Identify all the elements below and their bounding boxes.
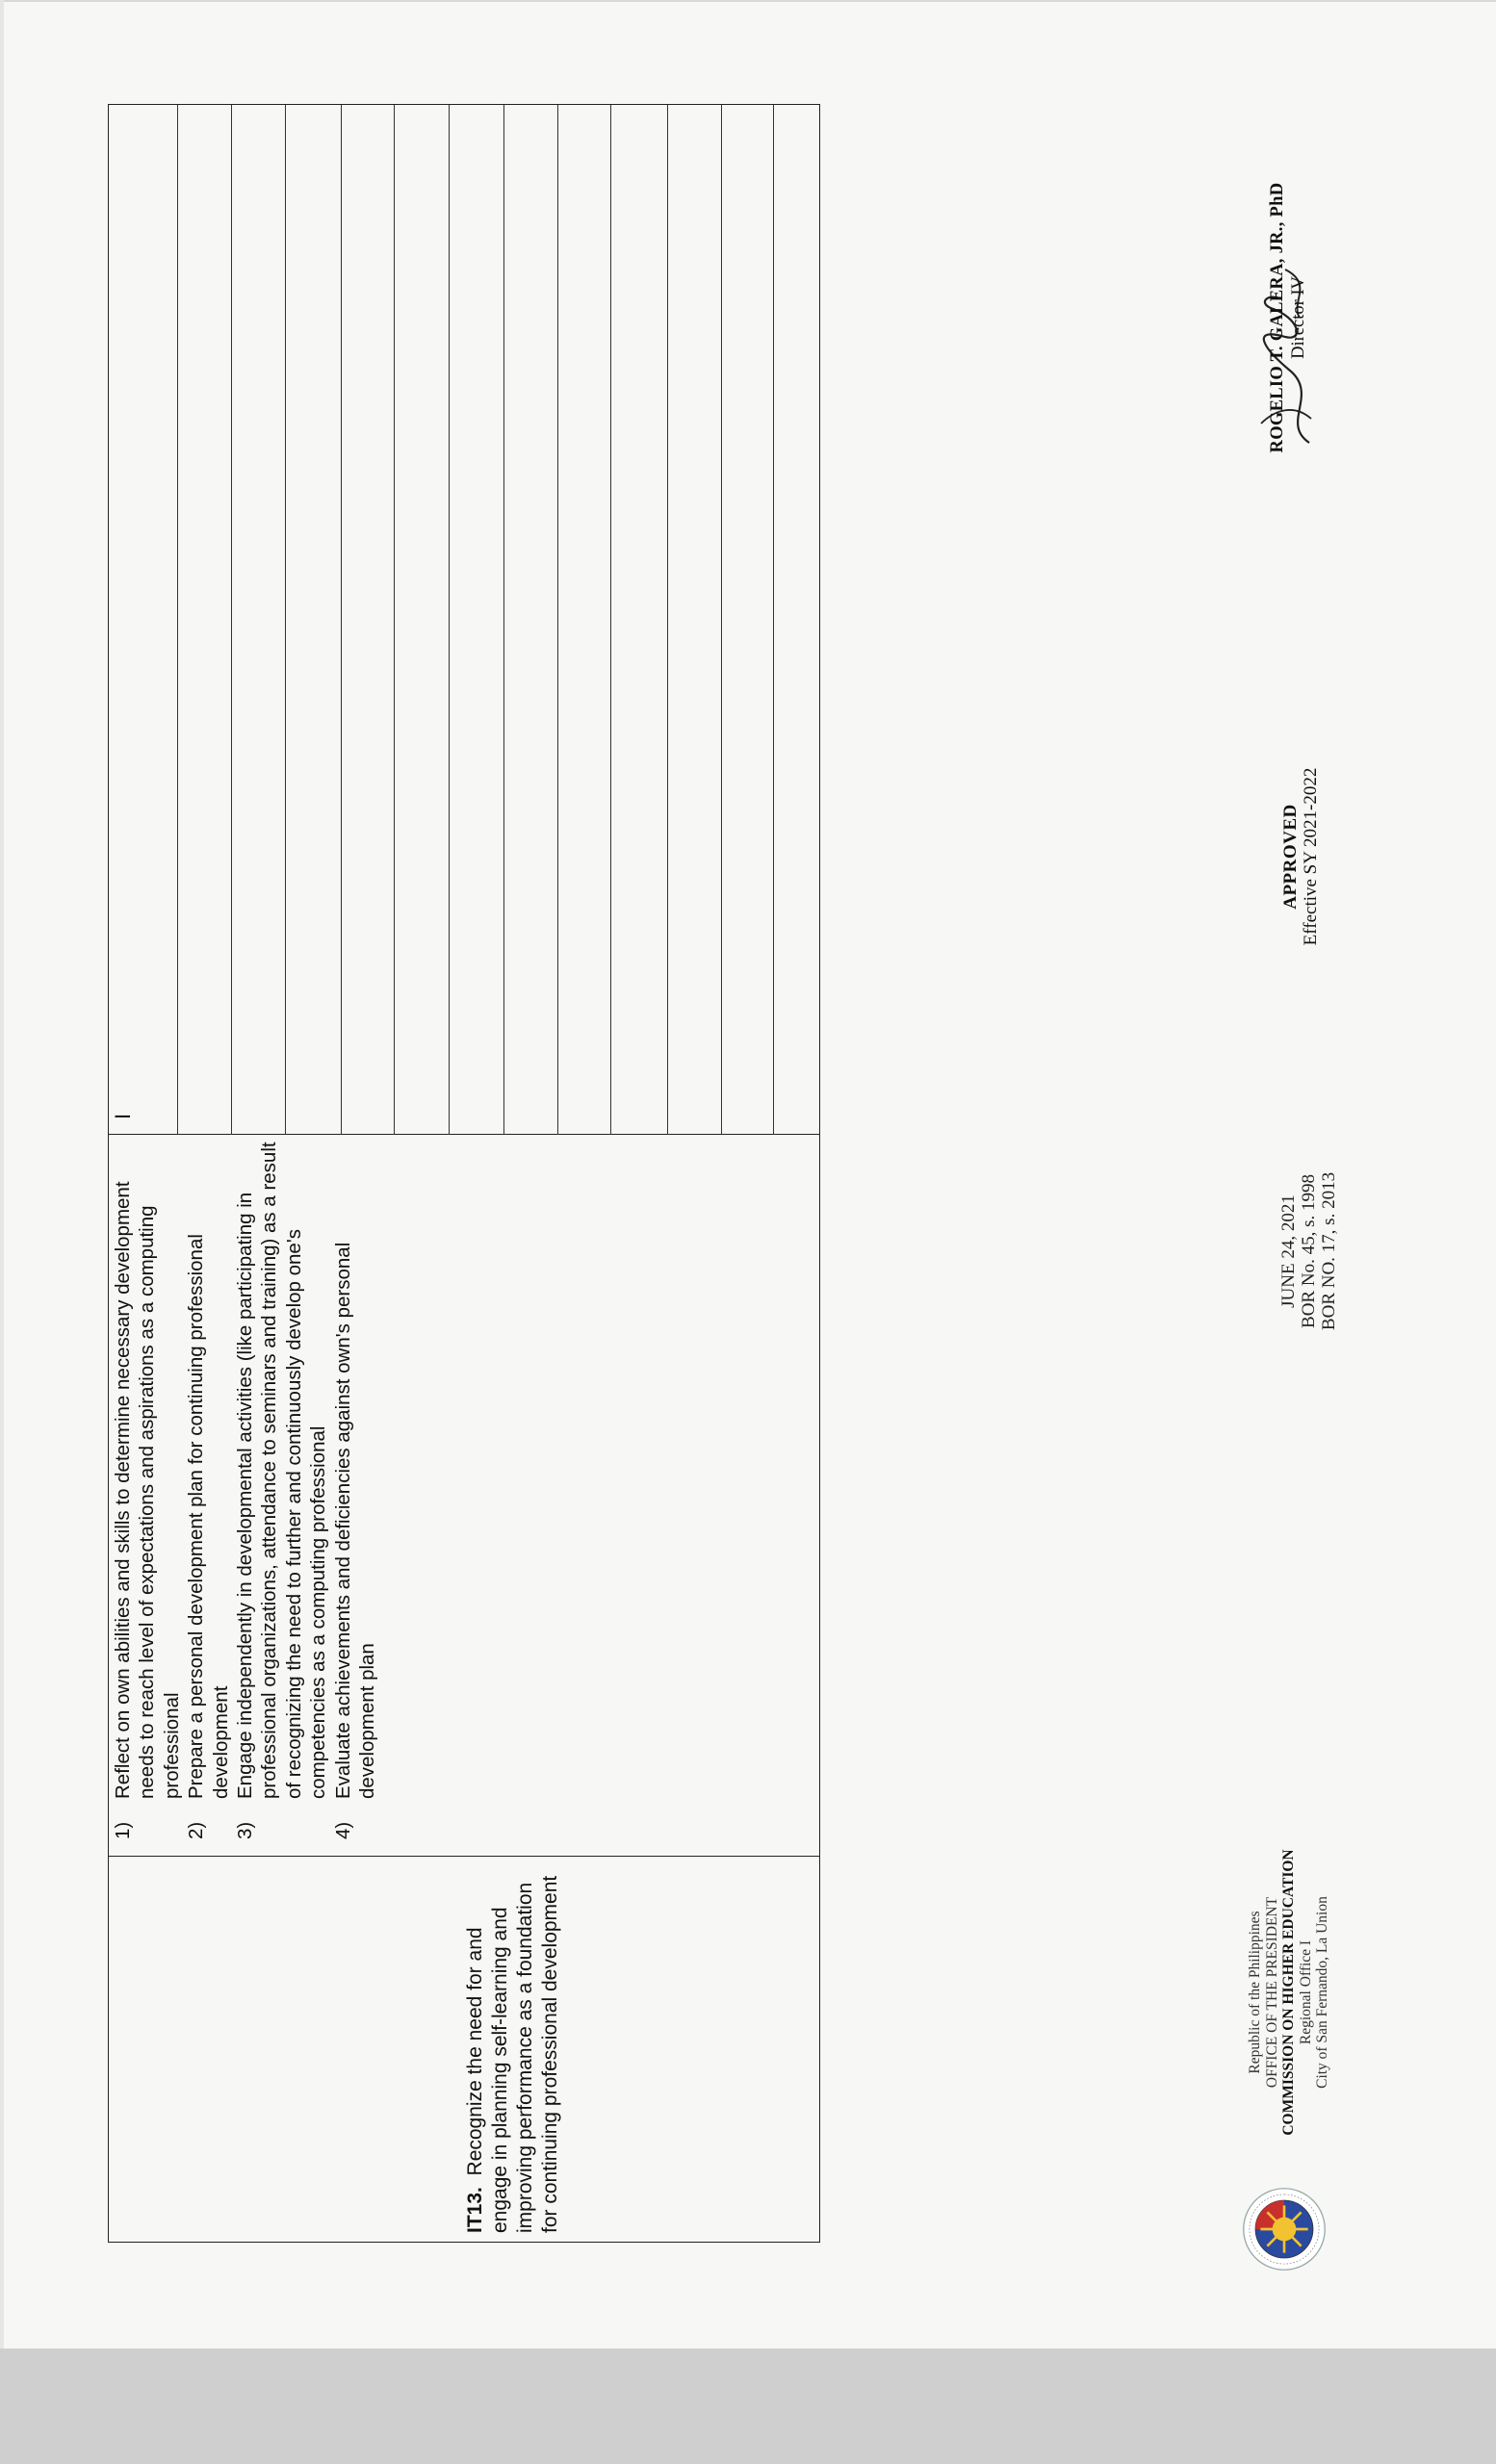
approved-label: APPROVED [1280,804,1301,910]
criteria-item [111,1135,184,1845]
criteria-text: Engage independently in developmental activities (like participating in professional organizations, attendance to seminars and training) as a result of recognizing the need to further and continuously develop one's competencies as a computing professional [234,1142,330,1799]
grid-line [341,105,342,1135]
effective-text: Effective SY 2021-2022 [1301,767,1321,946]
grid-line [503,105,504,1135]
column-divider [109,1856,819,1857]
grid-line [721,105,722,1135]
ched-seal-icon [1242,2187,1327,2272]
outcome-text: Recognize the need for and engage in planning self-learning and improving performance as a foundation for continuing professional development [464,1875,561,2233]
grid-line [231,105,232,1135]
agency-line: Regional Office I [1297,1939,1314,2045]
criteria-text: Reflect on own abilities and skills to determine necessary development needs to reach level of expectations and aspirations as a computing professional [112,1181,183,1799]
agency-name: COMMISSION ON HIGHER EDUCATION [1280,1849,1297,2136]
grid-line [449,105,450,1135]
outcome-cell [455,1858,563,2241]
signatory-title: Director IV [1289,276,1308,359]
criteria-cell [111,1135,379,1845]
scan-bottom-strip [0,2348,1496,2464]
date-line: BOR NO. 17, s. 2013 [1319,1171,1339,1331]
criteria-item [331,1135,380,1845]
criteria-text: Evaluate achievements and deficiencies against own's personal development plan [331,1242,379,1799]
criteria-number: 3) [234,1821,257,1839]
criteria-text: Prepare a personal development plan for continuing professional development [185,1234,232,1799]
grid-line [610,105,611,1135]
grid-line [285,105,286,1135]
signatory-name: ROGELIO T. GALERA, JR., PhD [1268,182,1287,453]
agency-line: City of San Fernando, La Union [1314,1896,1330,2089]
agency-block [1247,1834,1331,2151]
criteria-number: 1) [112,1821,134,1839]
agency-line: Republic of the Philippines [1247,1911,1263,2074]
mapping-mark: I [111,1113,135,1119]
outcome-code: IT13. [464,2187,486,2233]
criteria-number: 4) [331,1821,354,1839]
signatory-block [1267,106,1309,529]
revision-dates [1278,1107,1339,1396]
criteria-number: 2) [185,1821,208,1839]
outcomes-table [108,104,820,2243]
grid-line [773,105,774,1135]
grid-line [394,105,395,1135]
criteria-item [233,1135,331,1845]
agency-line: OFFICE OF THE PRESIDENT [1263,1896,1280,2089]
grid-line [667,105,668,1135]
grid-line [557,105,558,1135]
approval-block [1280,712,1321,1001]
date-line: JUNE 24, 2021 [1278,1194,1299,1308]
date-line: BOR No. 45, s. 1998 [1299,1174,1319,1328]
grid-line [177,105,178,1135]
criteria-item [184,1135,233,1845]
